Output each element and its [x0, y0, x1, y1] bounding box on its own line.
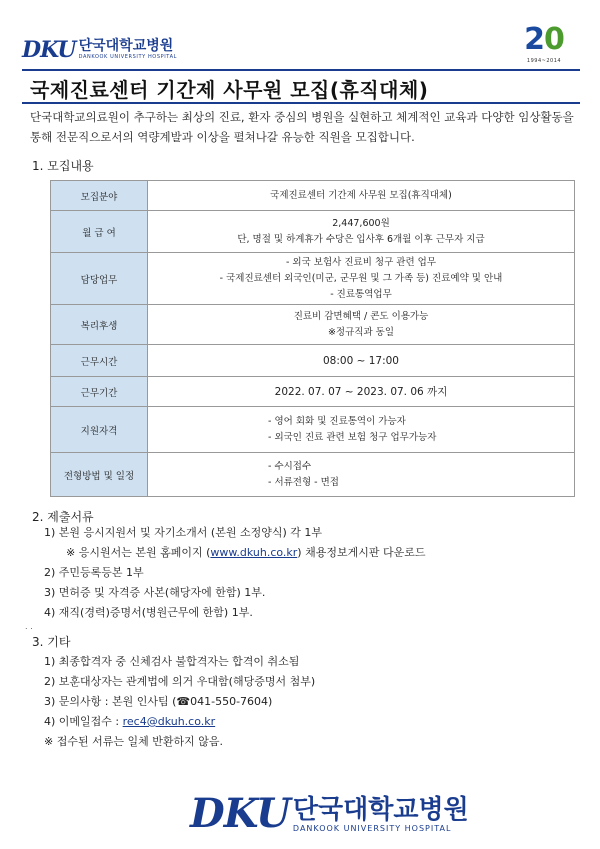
- section1-heading: 1. 모집내용: [32, 159, 94, 173]
- row-label: 모집분야: [51, 181, 148, 211]
- table-row: [51, 253, 575, 305]
- intro-paragraph: 단국대학교의료원이 추구하는 최상의 진료, 환자 중심의 병원을 실현하고 체계적인 교육과 다양한 임상활동을 통해 전문직으로서의 역량계발과 이상을 펼쳐나갈 유능한 직원을 모집합니다.: [30, 110, 574, 144]
- table-row: [51, 453, 575, 497]
- row-value: - 수시접수 - 서류전형 - 면접: [148, 453, 575, 497]
- application-form-note: ※ 응시원서는 본원 홈페이지 (www.dkuh.co.kr) 채용정보게시판 다운로드: [66, 546, 426, 559]
- homepage-link[interactable]: www.dkuh.co.kr: [210, 546, 298, 559]
- table-row: [51, 345, 575, 377]
- table-row: [51, 377, 575, 407]
- anniversary-emblem: [508, 22, 580, 72]
- row-label: 전형방법 및 일정: [51, 453, 148, 497]
- row-label: 담당업무: [51, 253, 148, 305]
- row-label: 복리후생: [51, 305, 148, 345]
- row-label: 근무시간: [51, 345, 148, 377]
- table-row: [51, 407, 575, 453]
- logo-korean-name: 단국대학교병원: [78, 38, 174, 54]
- footer-logo-korean-name: 단국대학교병원: [292, 795, 469, 825]
- row-value: 2,447,600원 단, 명절 및 하계휴가 수당은 입사후 6개월 이후 근무자 지급: [148, 211, 575, 253]
- logo-mark: DKU: [22, 37, 76, 63]
- row-value: 2022. 07. 07 ~ 2023. 07. 06 까지: [148, 377, 575, 407]
- row-value: - 외국 보험사 진료비 청구 관련 업무 - 국제진료센터 외국인(미군, 군무원 및 그 가족 등) 진료예약 및 안내 - 진료통역업무: [148, 253, 575, 305]
- title-rule-bottom: [22, 102, 580, 104]
- footer-logo: [190, 790, 469, 837]
- list-item: 4) 재직(경력)증명서(병원근무에 한함) 1부.: [44, 606, 253, 619]
- email-item: 4) 이메일접수 : rec4@dkuh.co.kr: [44, 715, 216, 728]
- other-info-list: [44, 652, 315, 752]
- title-rule-top: [22, 69, 580, 71]
- logo-english-name: DANKOOK UNIVERSITY HOSPITAL: [78, 54, 177, 60]
- row-value: 08:00 ~ 17:00: [148, 345, 575, 377]
- anniversary-digit-two: 2: [524, 22, 544, 57]
- closing-note: ※ 접수된 서류는 일체 반환하지 않음.: [44, 735, 223, 748]
- section2-heading: 2. 제출서류: [32, 510, 94, 524]
- page-header: [22, 22, 580, 72]
- list-item: 1) 본원 응시지원서 및 자기소개서 (본원 소정양식) 각 1부: [44, 526, 322, 539]
- separator-dots: . .: [25, 622, 33, 631]
- table-row: [51, 305, 575, 345]
- recruitment-table: [50, 180, 575, 497]
- row-value: 국제진료센터 기간제 사무원 모집(휴직대체): [148, 181, 575, 211]
- hospital-logo: [22, 39, 177, 61]
- footer-logo-english-name: DANKOOK UNIVERSITY HOSPITAL: [292, 824, 452, 833]
- page-title: 국제진료센터 기간제 사무원 모집(휴직대체): [30, 78, 429, 102]
- list-item: 3) 문의사항 : 본원 인사팀 (☎041-550-7604): [44, 695, 273, 708]
- table-row: [51, 211, 575, 253]
- anniversary-digit-zero: 0: [544, 22, 564, 57]
- table-row: [51, 181, 575, 211]
- email-link[interactable]: rec4@dkuh.co.kr: [122, 715, 216, 728]
- row-label: 근무기간: [51, 377, 148, 407]
- anniversary-years: 1994~2014: [526, 58, 562, 64]
- row-value: - 영어 회화 및 진료통역이 가능자 - 외국인 진료 관련 보험 청구 업무가능자: [148, 407, 575, 453]
- submission-documents-list: [44, 523, 425, 623]
- footer-logo-mark: DKU: [190, 790, 290, 837]
- list-item: 1) 최종합격자 중 신체검사 불합격자는 합격이 취소됨: [44, 655, 300, 668]
- row-value: 진료비 감면혜택 / 콘도 이용가능 ※정규직과 동일: [148, 305, 575, 345]
- list-item: 3) 면허증 및 자격증 사본(해당자에 한함) 1부.: [44, 586, 266, 599]
- list-item: 2) 주민등록등본 1부: [44, 566, 144, 579]
- section3-heading: 3. 기타: [32, 635, 71, 649]
- list-item: 2) 보훈대상자는 관계법에 의거 우대함(해당증명서 첨부): [44, 675, 316, 688]
- row-label: 지원자격: [51, 407, 148, 453]
- row-label: 월 급 여: [51, 211, 148, 253]
